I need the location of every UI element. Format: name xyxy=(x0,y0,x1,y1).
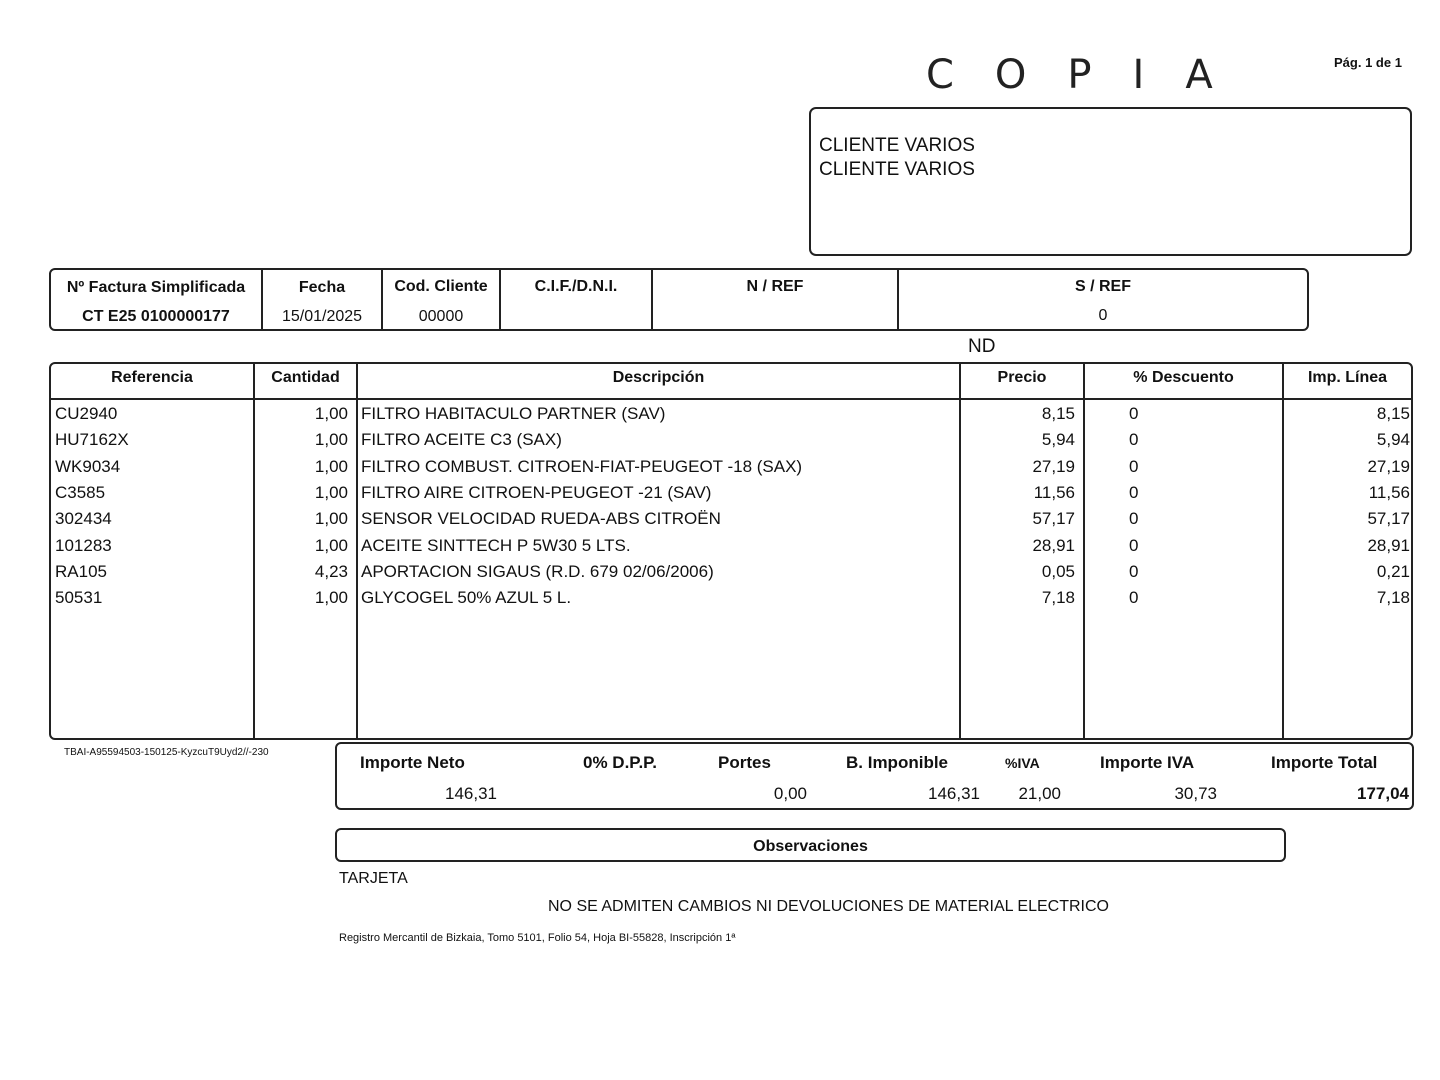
item-line-total: 0,21 xyxy=(1376,561,1410,581)
dpp-label: 0% D.P.P. xyxy=(583,753,658,772)
item-line-total: 27,19 xyxy=(1367,456,1410,476)
item-discount: 0 xyxy=(1129,561,1139,581)
payment-method: TARJETA xyxy=(339,870,408,887)
item-description: FILTRO COMBUST. CITROEN-FIAT-PEUGEOT -18 (SAX) xyxy=(361,456,803,476)
item-price: 5,94 xyxy=(1041,430,1075,450)
table-row xyxy=(51,430,1411,456)
item-quantity: 1,00 xyxy=(314,482,348,502)
item-price: 57,17 xyxy=(1032,509,1075,529)
item-line-total: 11,56 xyxy=(1368,482,1410,502)
item-quantity: 1,00 xyxy=(314,430,348,450)
item-line-total: 7,18 xyxy=(1376,588,1410,608)
item-quantity: 1,00 xyxy=(314,535,348,555)
item-quantity: 1,00 xyxy=(314,588,348,608)
item-discount: 0 xyxy=(1129,404,1139,423)
item-reference: 101283 xyxy=(55,535,112,555)
column-header-descuento: % Descuento xyxy=(1133,369,1234,386)
taxable-base-label: B. Imponible xyxy=(846,753,948,772)
table-row xyxy=(51,588,1411,614)
column-header-cantidad: Cantidad xyxy=(271,369,340,386)
iva-percent-label: %IVA xyxy=(1005,755,1040,771)
item-price: 0,05 xyxy=(1041,561,1075,581)
date-label: Fecha xyxy=(298,279,346,296)
item-price: 28,91 xyxy=(1032,535,1075,555)
observations-box xyxy=(335,828,1286,862)
item-description: APORTACION SIGAUS (R.D. 679 02/06/2006) xyxy=(361,561,714,581)
item-quantity: 4,23 xyxy=(314,561,348,581)
registry-info: Registro Mercantil de Bizkaia, Tomo 5101, Folio 54, Hoja BI-55828, Inscripción 1ª xyxy=(339,932,736,944)
client-name-line-1: CLIENTE VARIOS xyxy=(819,135,975,156)
s-ref-label: S / REF xyxy=(1074,278,1131,295)
portes-value: 0,00 xyxy=(773,784,807,803)
item-quantity: 1,00 xyxy=(314,456,348,476)
column-header-precio: Precio xyxy=(997,369,1047,386)
item-discount: 0 xyxy=(1129,430,1139,450)
column-header-imp-linea: Imp. Línea xyxy=(1307,369,1388,386)
item-description: SENSOR VELOCIDAD RUEDA-ABS CITROËN xyxy=(361,509,721,529)
page-number: Pág. 1 de 1 xyxy=(1334,55,1402,70)
invoice-number-label: Nº Factura Simplificada xyxy=(66,279,246,296)
total-amount-value: 177,04 xyxy=(1357,784,1409,803)
n-ref-label: N / REF xyxy=(746,278,804,295)
item-price: 11,56 xyxy=(1033,482,1075,502)
client-code-value: 00000 xyxy=(418,308,464,325)
tbai-code: TBAI-A95594503-150125-KyzcuT9Uyd2//-230 xyxy=(64,747,269,758)
item-reference: 50531 xyxy=(55,588,103,608)
client-code-label: Cod. Cliente xyxy=(394,278,488,295)
table-row xyxy=(51,509,1411,535)
item-quantity: 1,00 xyxy=(314,509,348,529)
item-price: 27,19 xyxy=(1032,456,1075,476)
net-amount-value: 146,31 xyxy=(445,784,497,803)
table-row xyxy=(51,457,1411,483)
item-description: FILTRO AIRE CITROEN-PEUGEOT -21 (SAV) xyxy=(361,482,712,502)
table-row xyxy=(51,562,1411,588)
item-line-total: 5,94 xyxy=(1376,430,1410,450)
totals-table xyxy=(335,742,1414,810)
net-amount-label: Importe Neto xyxy=(360,753,465,772)
taxable-base-value: 146,31 xyxy=(928,784,980,803)
iva-amount-value: 30,73 xyxy=(1174,784,1217,803)
item-discount: 0 xyxy=(1129,482,1139,502)
items-table xyxy=(49,362,1413,740)
invoice-number-value: CT E25 0100000177 xyxy=(82,308,230,325)
item-discount: 0 xyxy=(1129,535,1139,555)
nd-label: ND xyxy=(968,336,996,357)
client-box xyxy=(809,107,1412,256)
observations-title: Observaciones xyxy=(753,838,868,855)
portes-label: Portes xyxy=(718,753,771,772)
total-amount-label: Importe Total xyxy=(1271,753,1378,772)
table-row xyxy=(51,483,1411,509)
iva-amount-label: Importe IVA xyxy=(1100,753,1195,772)
cif-label: C.I.F./D.N.I. xyxy=(534,278,618,295)
item-discount: 0 xyxy=(1129,456,1139,476)
item-reference: 302434 xyxy=(55,509,112,529)
client-name-line-2: CLIENTE VARIOS xyxy=(819,159,975,180)
s-ref-value: 0 xyxy=(1098,307,1108,324)
item-reference: WK9034 xyxy=(55,456,121,476)
item-discount: 0 xyxy=(1129,588,1139,608)
item-price: 7,18 xyxy=(1041,588,1075,608)
item-description: FILTRO ACEITE C3 (SAX) xyxy=(361,430,562,450)
item-description: ACEITE SINTTECH P 5W30 5 LTS. xyxy=(361,535,631,555)
item-reference: HU7162X xyxy=(55,430,129,450)
item-discount: 0 xyxy=(1129,509,1139,529)
table-row xyxy=(51,536,1411,562)
column-header-referencia: Referencia xyxy=(111,369,193,386)
item-price: 8,15 xyxy=(1041,404,1075,423)
item-line-total: 8,15 xyxy=(1376,404,1410,423)
item-description: FILTRO HABITACULO PARTNER (SAV) xyxy=(361,404,666,423)
item-reference: CU2940 xyxy=(55,404,118,423)
date-value: 15/01/2025 xyxy=(281,308,363,325)
column-header-descripcion: Descripción xyxy=(612,369,705,386)
iva-percent-value: 21,00 xyxy=(1018,784,1061,803)
invoice-info-table xyxy=(49,268,1309,331)
item-reference: RA105 xyxy=(55,561,107,581)
item-description: GLYCOGEL 50% AZUL 5 L. xyxy=(361,588,572,608)
item-reference: C3585 xyxy=(55,482,106,502)
item-quantity: 1,00 xyxy=(314,404,348,423)
return-policy-notice: NO SE ADMITEN CAMBIOS NI DEVOLUCIONES DE MATERIAL ELECTRICO xyxy=(548,898,1109,915)
item-line-total: 28,91 xyxy=(1367,535,1410,555)
table-row xyxy=(51,404,1411,430)
copy-label: COPIA xyxy=(926,52,1254,98)
item-line-total: 57,17 xyxy=(1367,509,1410,529)
